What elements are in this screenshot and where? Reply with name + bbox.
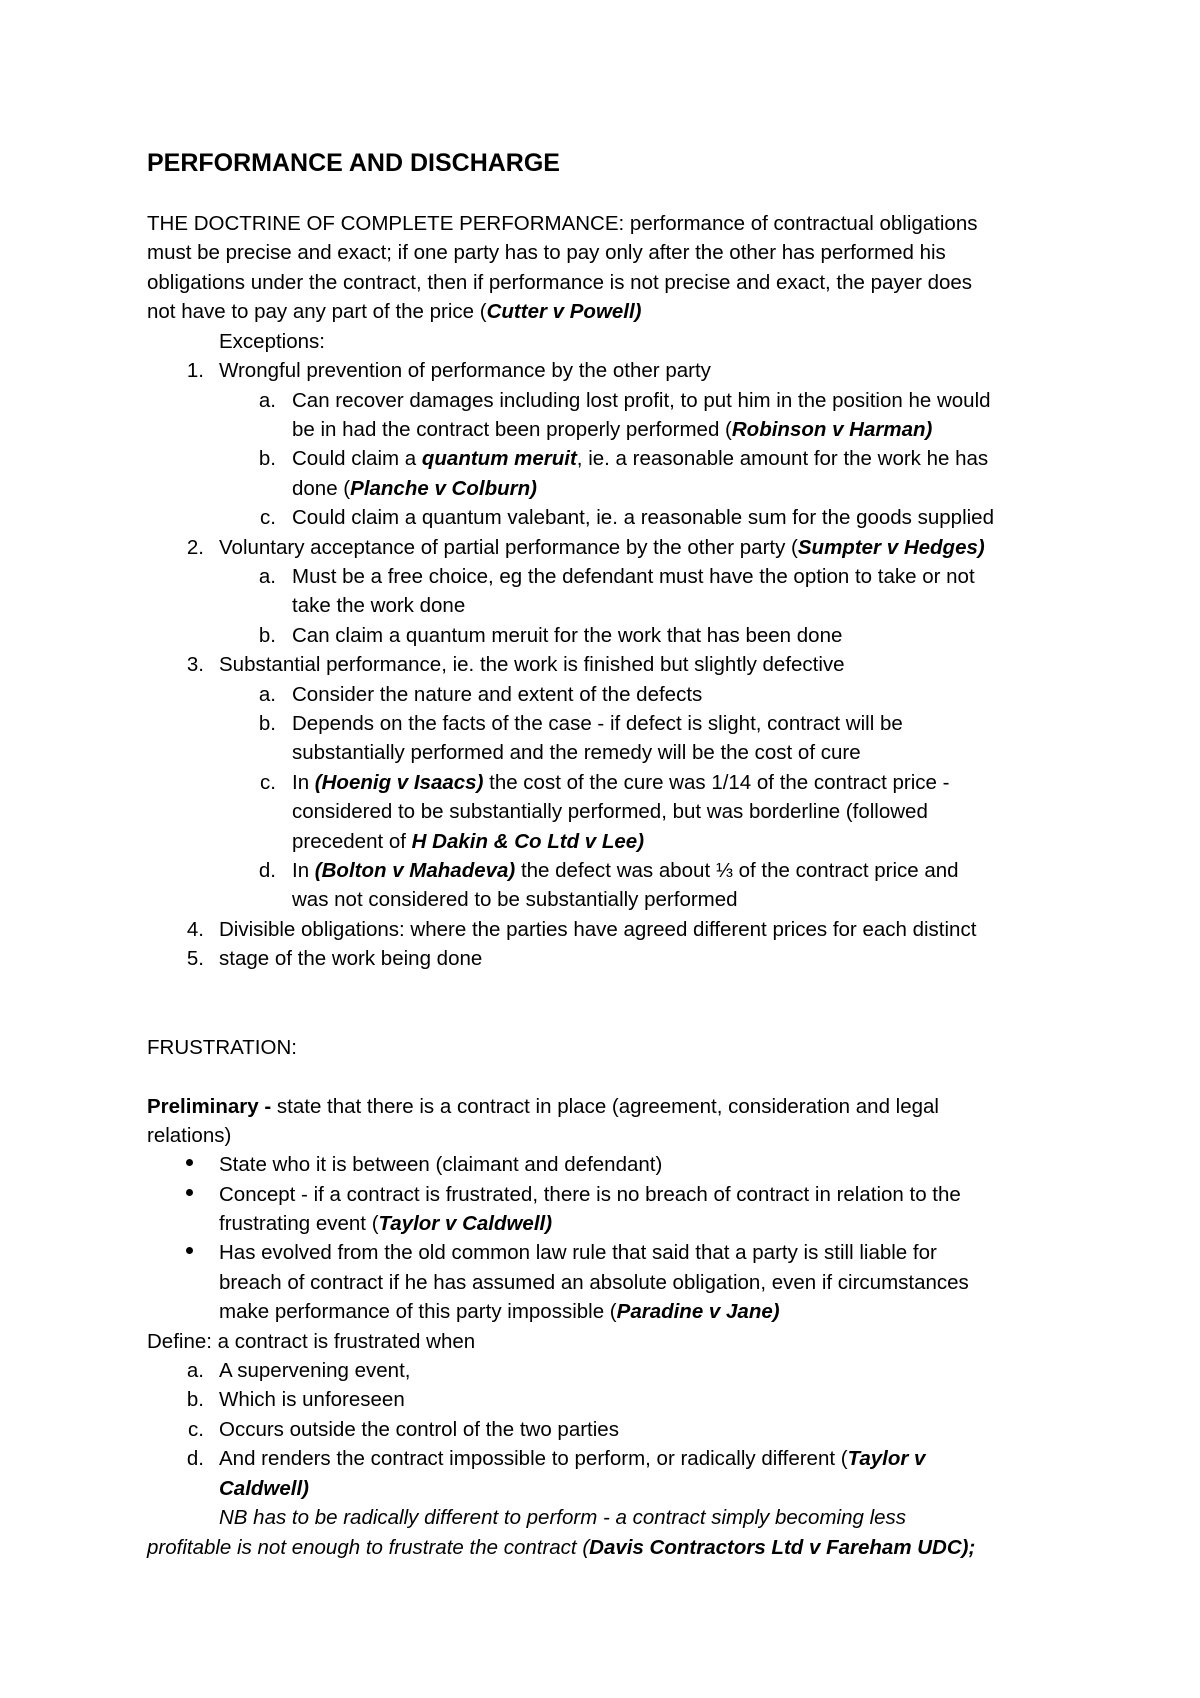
preliminary-text: state that there is a contract in place (agreement, consideration and legal	[271, 1095, 939, 1118]
list-letter: d.	[186, 1447, 204, 1470]
list-letter: a.	[258, 389, 276, 412]
case-paradine-v-jane: Paradine v Jane)	[616, 1300, 780, 1323]
list-number: 5.	[186, 947, 204, 970]
term-quantum-meruit: quantum meruit	[421, 447, 577, 470]
frustration-heading: FRUSTRATION:	[147, 1036, 297, 1059]
exception-3a-line-1: Consider the nature and extent of the defects	[292, 683, 703, 706]
exception-1: Wrongful prevention of performance by the other party	[219, 359, 711, 382]
preliminary-line-2: relations)	[147, 1124, 232, 1147]
exception-text: precedent of	[292, 830, 412, 853]
list-number: 3.	[186, 653, 204, 676]
exception-text: In	[292, 859, 315, 882]
bullet-3-line-3	[219, 1297, 780, 1326]
bullet-2-line-1: Concept - if a contract is frustrated, there is no breach of contract in relation to the	[219, 1183, 961, 1206]
bullet-dot	[186, 1189, 193, 1196]
list-number: 2.	[186, 536, 204, 559]
exception-text: Could claim a	[292, 447, 422, 470]
bullet-3-line-2: breach of contract if he has assumed an absolute obligation, even if circumstances	[219, 1271, 969, 1294]
bullet-1: State who it is between (claimant and defendant)	[219, 1153, 663, 1176]
doctrine-line-1: THE DOCTRINE OF COMPLETE PERFORMANCE: performance of contractual obligations	[147, 212, 978, 235]
exception-1b-line-2	[292, 474, 537, 503]
case-caldwell: Caldwell)	[219, 1477, 309, 1500]
exception-5: stage of the work being done	[219, 947, 483, 970]
doctrine-line-4	[147, 297, 642, 326]
list-letter: c.	[260, 771, 276, 794]
exception-3c-line-1	[292, 768, 949, 797]
define-b: Which is unforeseen	[219, 1388, 405, 1411]
case-cutter-v-powell: Cutter v Powell)	[486, 300, 642, 323]
bullet-text: frustrating event (	[219, 1212, 379, 1235]
exception-3b-line-1: Depends on the facts of the case - if defect is slight, contract will be	[292, 712, 903, 735]
exception-4: Divisible obligations: where the parties have agreed different prices for each distinct	[219, 918, 977, 941]
exception-text: done (	[292, 477, 351, 500]
doctrine-text: not have to pay any part of the price (	[147, 300, 487, 323]
exceptions-label: Exceptions:	[219, 330, 325, 353]
define-c: Occurs outside the control of the two parties	[219, 1418, 619, 1441]
define-d-line-2	[219, 1474, 309, 1503]
list-letter: d.	[258, 859, 276, 882]
exception-3: Substantial performance, ie. the work is finished but slightly defective	[219, 653, 845, 676]
nb-text: profitable is not enough to frustrate the contract (	[147, 1536, 590, 1559]
case-taylor-v-caldwell-2: Taylor v	[847, 1447, 926, 1470]
list-letter: b.	[258, 447, 276, 470]
exception-3d-line-1	[292, 856, 959, 885]
bullet-2-line-2	[219, 1209, 552, 1238]
exception-text: In	[292, 771, 315, 794]
list-letter: b.	[186, 1388, 204, 1411]
list-letter: a.	[186, 1359, 204, 1382]
list-letter: b.	[258, 712, 276, 735]
exception-text: be in had the contract been properly performed (	[292, 418, 732, 441]
case-bolton-v-mahadeva: (Bolton v Mahadeva)	[314, 859, 516, 882]
exception-3c-line-2: considered to be substantially performed, but was borderline (followed	[292, 800, 928, 823]
exception-text: , ie. a reasonable amount for the work he has	[576, 447, 989, 470]
exception-text: Voluntary acceptance of partial performance by the other party (	[219, 536, 798, 559]
exception-2	[219, 533, 985, 562]
case-robinson-v-harman: Robinson v Harman)	[731, 418, 933, 441]
list-letter: a.	[258, 683, 276, 706]
list-number: 4.	[186, 918, 204, 941]
bullet-dot	[186, 1159, 193, 1166]
case-h-dakin-v-lee: H Dakin & Co Ltd v Lee)	[411, 830, 645, 853]
page-title: PERFORMANCE AND DISCHARGE	[147, 149, 560, 177]
exception-text: the cost of the cure was 1/14 of the contract price -	[483, 771, 950, 794]
case-planche-v-colburn: Planche v Colburn)	[350, 477, 537, 500]
preliminary-label: Preliminary -	[147, 1095, 272, 1118]
list-letter: c.	[188, 1418, 204, 1441]
exception-2a-line-2: take the work done	[292, 594, 466, 617]
nb-line-2	[147, 1533, 975, 1562]
exception-text: the defect was about ⅓ of the contract price and	[515, 859, 959, 882]
list-letter: c.	[260, 506, 276, 529]
exception-3c-line-3	[292, 827, 644, 856]
case-sumpter-v-hedges: Sumpter v Hedges)	[797, 536, 985, 559]
bullet-text: make performance of this party impossible (	[219, 1300, 617, 1323]
bullet-dot	[186, 1247, 193, 1254]
preliminary-line-1	[147, 1092, 939, 1121]
list-number: 1.	[186, 359, 204, 382]
exception-3d-line-2: was not considered to be substantially performed	[292, 888, 738, 911]
case-hoenig-v-isaacs: (Hoenig v Isaacs)	[314, 771, 484, 794]
exception-3b-line-2: substantially performed and the remedy will be the cost of cure	[292, 741, 861, 764]
doctrine-line-3: obligations under the contract, then if performance is not precise and exact, the payer does	[147, 271, 973, 294]
exception-2a-line-1: Must be a free choice, eg the defendant must have the option to take or not	[292, 565, 975, 588]
exception-2b-line-1: Can claim a quantum meruit for the work that has been done	[292, 624, 843, 647]
define-text: And renders the contract impossible to perform, or radically different (	[219, 1447, 848, 1470]
exception-1c-line-1: Could claim a quantum valebant, ie. a reasonable sum for the goods supplied	[292, 506, 994, 529]
exception-1b-line-1	[292, 444, 988, 473]
list-letter: a.	[258, 565, 276, 588]
nb-line-1: NB has to be radically different to perform - a contract simply becoming less	[219, 1506, 907, 1529]
define-line: Define: a contract is frustrated when	[147, 1330, 476, 1353]
define-a: A supervening event,	[219, 1359, 411, 1382]
doctrine-line-2: must be precise and exact; if one party has to pay only after the other has performed his	[147, 241, 946, 264]
define-d-line-1	[219, 1444, 925, 1473]
exception-1a-line-2	[292, 415, 932, 444]
exception-1a-line-1: Can recover damages including lost profit, to put him in the position he would	[292, 389, 991, 412]
bullet-3-line-1: Has evolved from the old common law rule that said that a party is still liable for	[219, 1241, 937, 1264]
case-taylor-v-caldwell: Taylor v Caldwell)	[378, 1212, 553, 1235]
case-davis-contractors: Davis Contractors Ltd v Fareham UDC);	[589, 1536, 976, 1559]
list-letter: b.	[258, 624, 276, 647]
